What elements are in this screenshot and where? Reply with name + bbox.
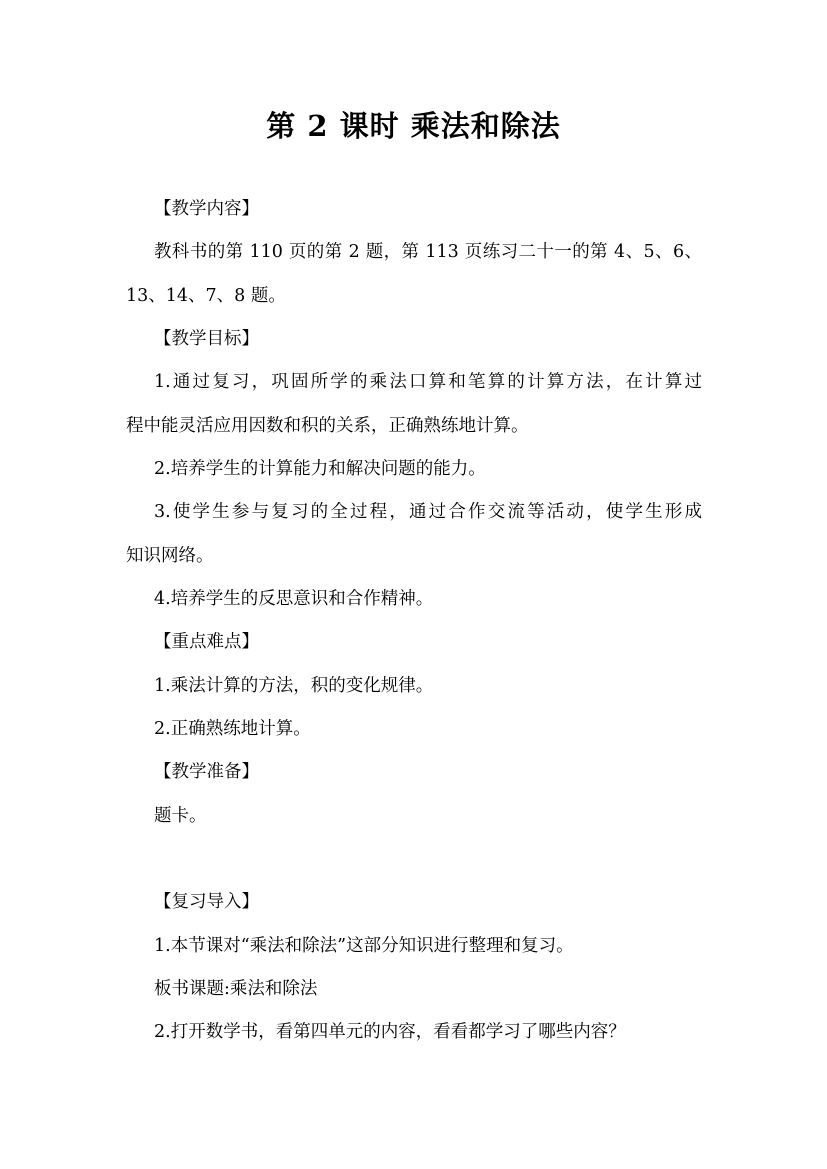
goal-1-line-1: 1.通过复习，巩固所学的乘法口算和笔算的计算方法，在计算过 (154, 372, 702, 392)
section-heading-key-points: 【重点难点】 (154, 632, 259, 652)
goal-3-line-2: 知识网络。 (126, 546, 214, 566)
review-board-title: 板书课题:乘法和除法 (154, 979, 318, 999)
goal-2: 2.培养学生的计算能力和解决问题的能力。 (154, 459, 486, 479)
page-title: 第 2 课时 乘法和除法 (266, 109, 561, 143)
section-heading-review: 【复习导入】 (154, 892, 259, 912)
goal-3-line-1: 3.使学生参与复习的全过程，通过合作交流等活动，使学生形成 (154, 502, 702, 522)
section-heading-content: 【教学内容】 (154, 199, 259, 219)
section-heading-preparation: 【教学准备】 (154, 762, 259, 782)
review-item-1: 1.本节课对“乘法和除法”这部分知识进行整理和复习。 (154, 936, 574, 956)
review-item-2: 2.打开数学书，看第四单元的内容，看看都学习了哪些内容？ (154, 1022, 626, 1042)
goal-1-line-2: 程中能灵活应用因数和积的关系，正确熟练地计算。 (126, 416, 529, 436)
preparation-item: 题卡。 (154, 806, 207, 826)
paragraph-content-line-1: 教科书的第 110 页的第 2 题，第 113 页练习二十一的第 4、5、6、 (154, 242, 702, 262)
paragraph-content-line-2: 13、14、7、8 题。 (126, 286, 286, 306)
goal-4: 4.培养学生的反思意识和合作精神。 (154, 589, 434, 609)
key-point-1: 1.乘法计算的方法，积的变化规律。 (154, 676, 434, 696)
key-point-2: 2.正确熟练地计算。 (154, 719, 311, 739)
section-heading-goals: 【教学目标】 (154, 329, 259, 349)
